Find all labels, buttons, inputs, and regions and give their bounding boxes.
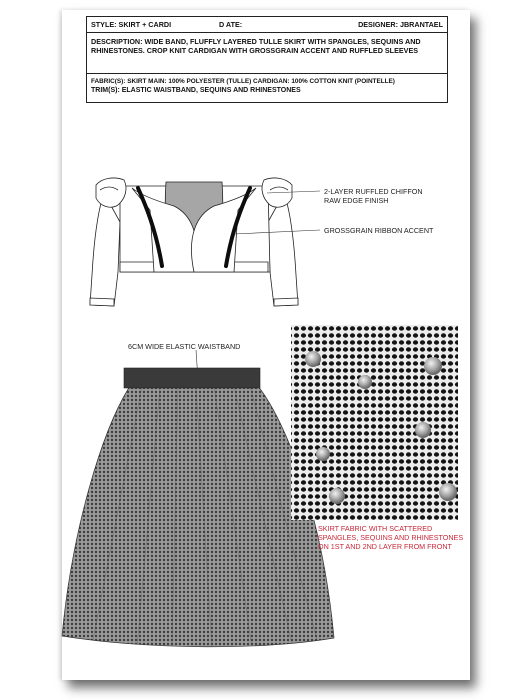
sequin	[329, 488, 345, 504]
waistband-callout: 6CM WIDE ELASTIC WAISTBAND	[128, 342, 241, 351]
cardigan-sketch	[62, 10, 470, 680]
sequin	[305, 351, 321, 367]
fabric-callout	[318, 524, 463, 551]
ruffle-callout	[324, 187, 423, 205]
trims-field: TRIM(S): ELASTIC WAISTBAND, SEQUINS AND RHINESTONES	[91, 87, 301, 94]
fabric-callout-line3: ON 1ST AND 2ND LAYER FROM FRONT	[318, 542, 452, 551]
ribbon-callout: GROSSGRAIN RIBBON ACCENT	[324, 226, 434, 235]
description-field: DESCRIPTION: WIDE BAND, FLUFFLY LAYERED TULLE SKIRT WITH SPANGLES, SEQUINS AND RHINESTONES. CROP KNIT CARDIGAN WITH GROSSGRAIN ACCENT AND RUFFLED SLEEVES	[87, 33, 447, 74]
tech-pack-sheet	[62, 10, 470, 680]
date-field: D ATE:	[219, 20, 243, 29]
fabric-callout-line2: SPANGLES, SEQUINS AND RHINESTONES	[318, 533, 464, 542]
fabrics-field: FABRIC(S): SKIRT MAIN: 100% POLYESTER (TULLE) CARDIGAN: 100% COTTON KNIT (POINTELLE)	[91, 78, 395, 85]
elastic-waistband	[124, 368, 260, 388]
ruffle-callout-line2: RAW EDGE FINISH	[324, 196, 389, 205]
sequin	[358, 375, 372, 389]
fabric-callout-line1: SKIRT FABRIC WITH SCATTERED	[318, 524, 433, 533]
sequin	[316, 447, 330, 461]
sequin	[439, 483, 457, 501]
ruffle-callout-line1: 2-LAYER RUFFLED CHIFFON	[324, 187, 423, 196]
style-field: STYLE: SKIRT + CARDI	[91, 20, 172, 29]
sequin	[415, 422, 431, 438]
cardigan-body	[90, 178, 298, 306]
sequin	[424, 357, 442, 375]
skirt-fabric-swatch	[291, 325, 458, 520]
designer-field: DESIGNER: JBRANTAEL	[358, 20, 443, 29]
